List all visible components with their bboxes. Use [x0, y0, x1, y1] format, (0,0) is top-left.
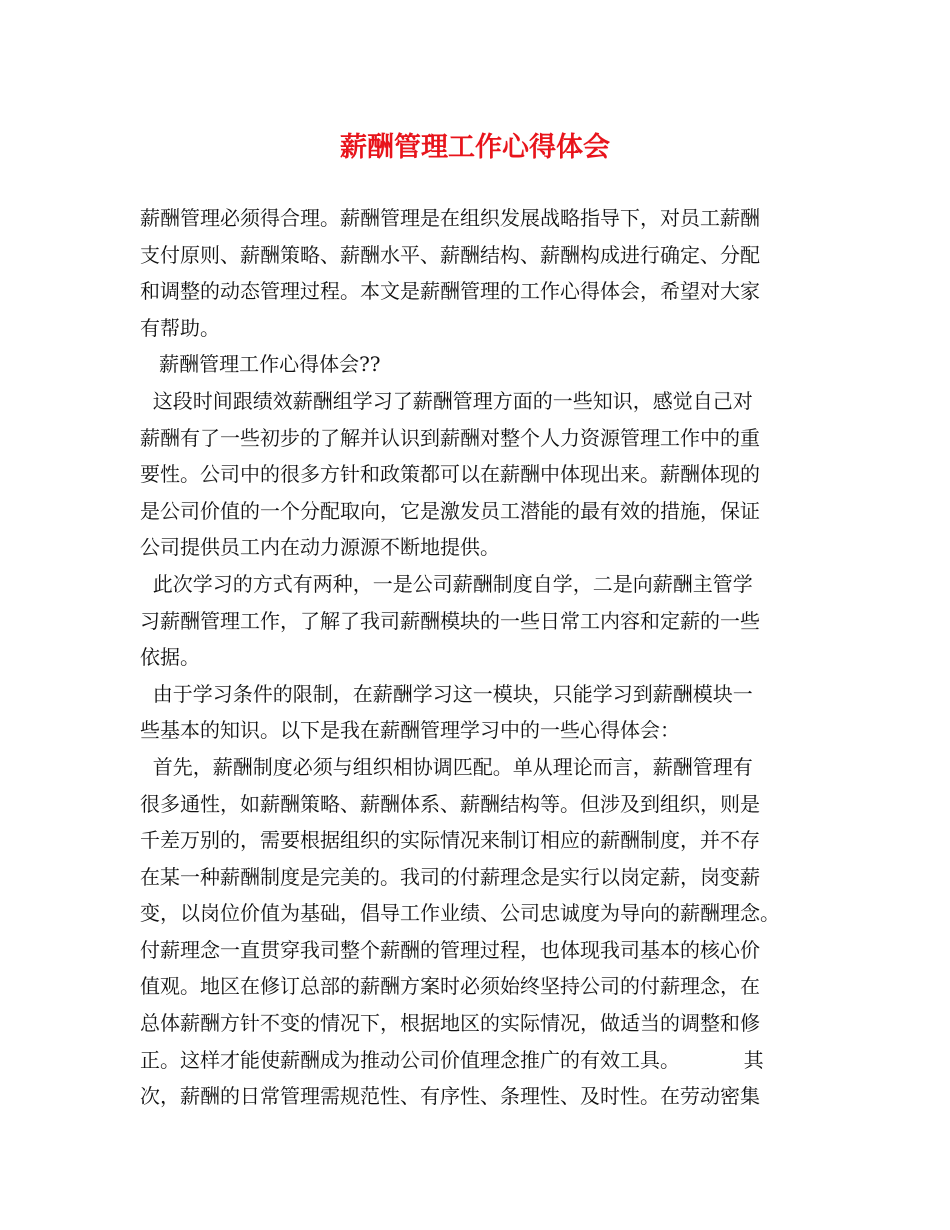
text-line: 总体薪酬方针不变的情况下，根据地区的实际情况，做适当的调整和修 [140, 1011, 760, 1036]
text-line: 值观。地区在修订总部的薪酬方案时必须始终坚持公司的付薪理念，在 [140, 974, 760, 999]
text-line: 此次学习的方式有两种，一是公司薪酬制度自学，二是向薪酬主管学 [140, 571, 753, 596]
text-line: 要性。公司中的很多方针和政策都可以在薪酬中体现出来。薪酬体现的 [140, 462, 760, 487]
text-line: 公司提供员工内在动力源源不断地提供。 [140, 535, 500, 560]
text-line: 千差万别的，需要根据组织的实际情况来制订相应的薪酬制度，并不存 [140, 828, 760, 853]
text-line: 首先，薪酬制度必须与组织相协调匹配。单从理论而言，薪酬管理有 [140, 754, 753, 779]
text-line: 习薪酬管理工作，了解了我司薪酬模块的一些日常工内容和定薪的一些 [140, 608, 760, 633]
subheading-line: 薪酬管理工作心得体会?? [140, 352, 381, 377]
text-line: 正。这样才能使薪酬成为推动公司价值理念推广的有效工具。 其 [140, 1047, 764, 1072]
text-line: 是公司价值的一个分配取向，它是激发员工潜能的最有效的措施，保证 [140, 498, 760, 523]
text-line: 薪酬管理必须得合理。薪酬管理是在组织发展战略指导下，对员工薪酬 [140, 206, 760, 230]
text-line: 在某一种薪酬制度是完美的。我司的付薪理念是实行以岗定薪，岗变薪 [140, 864, 760, 889]
text-line: 些基本的知识。以下是我在薪酬管理学习中的一些心得体会： [140, 718, 680, 743]
text-line: 和调整的动态管理过程。本文是薪酬管理的工作心得体会，希望对大家 [140, 279, 760, 304]
text-line: 变，以岗位价值为基础，倡导工作业绩、公司忠诚度为导向的薪酬理念。 [140, 901, 780, 926]
text-line: 很多通性，如薪酬策略、薪酬体系、薪酬结构等。但涉及到组织，则是 [140, 791, 760, 816]
document-body [140, 200, 820, 1115]
text-line: 次，薪酬的日常管理需规范性、有序性、条理性、及时性。在劳动密集 [140, 1084, 760, 1109]
text-line: 由于学习条件的限制，在薪酬学习这一模块，只能学习到薪酬模块一 [140, 681, 753, 706]
text-line: 付薪理念一直贯穿我司整个薪酬的管理过程，也体现我司基本的核心价 [140, 937, 760, 962]
text-line: 依据。 [140, 645, 200, 670]
document-title: 薪酬管理工作心得体会 [340, 132, 610, 163]
text-line: 支付原则、薪酬策略、薪酬水平、薪酬结构、薪酬构成进行确定、分配 [140, 242, 760, 267]
text-line: 有帮助。 [140, 315, 220, 340]
text-line: 这段时间跟绩效薪酬组学习了薪酬管理方面的一些知识，感觉自己对 [140, 388, 753, 413]
text-line: 薪酬有了一些初步的了解并认识到薪酬对整个人力资源管理工作中的重 [140, 425, 760, 450]
